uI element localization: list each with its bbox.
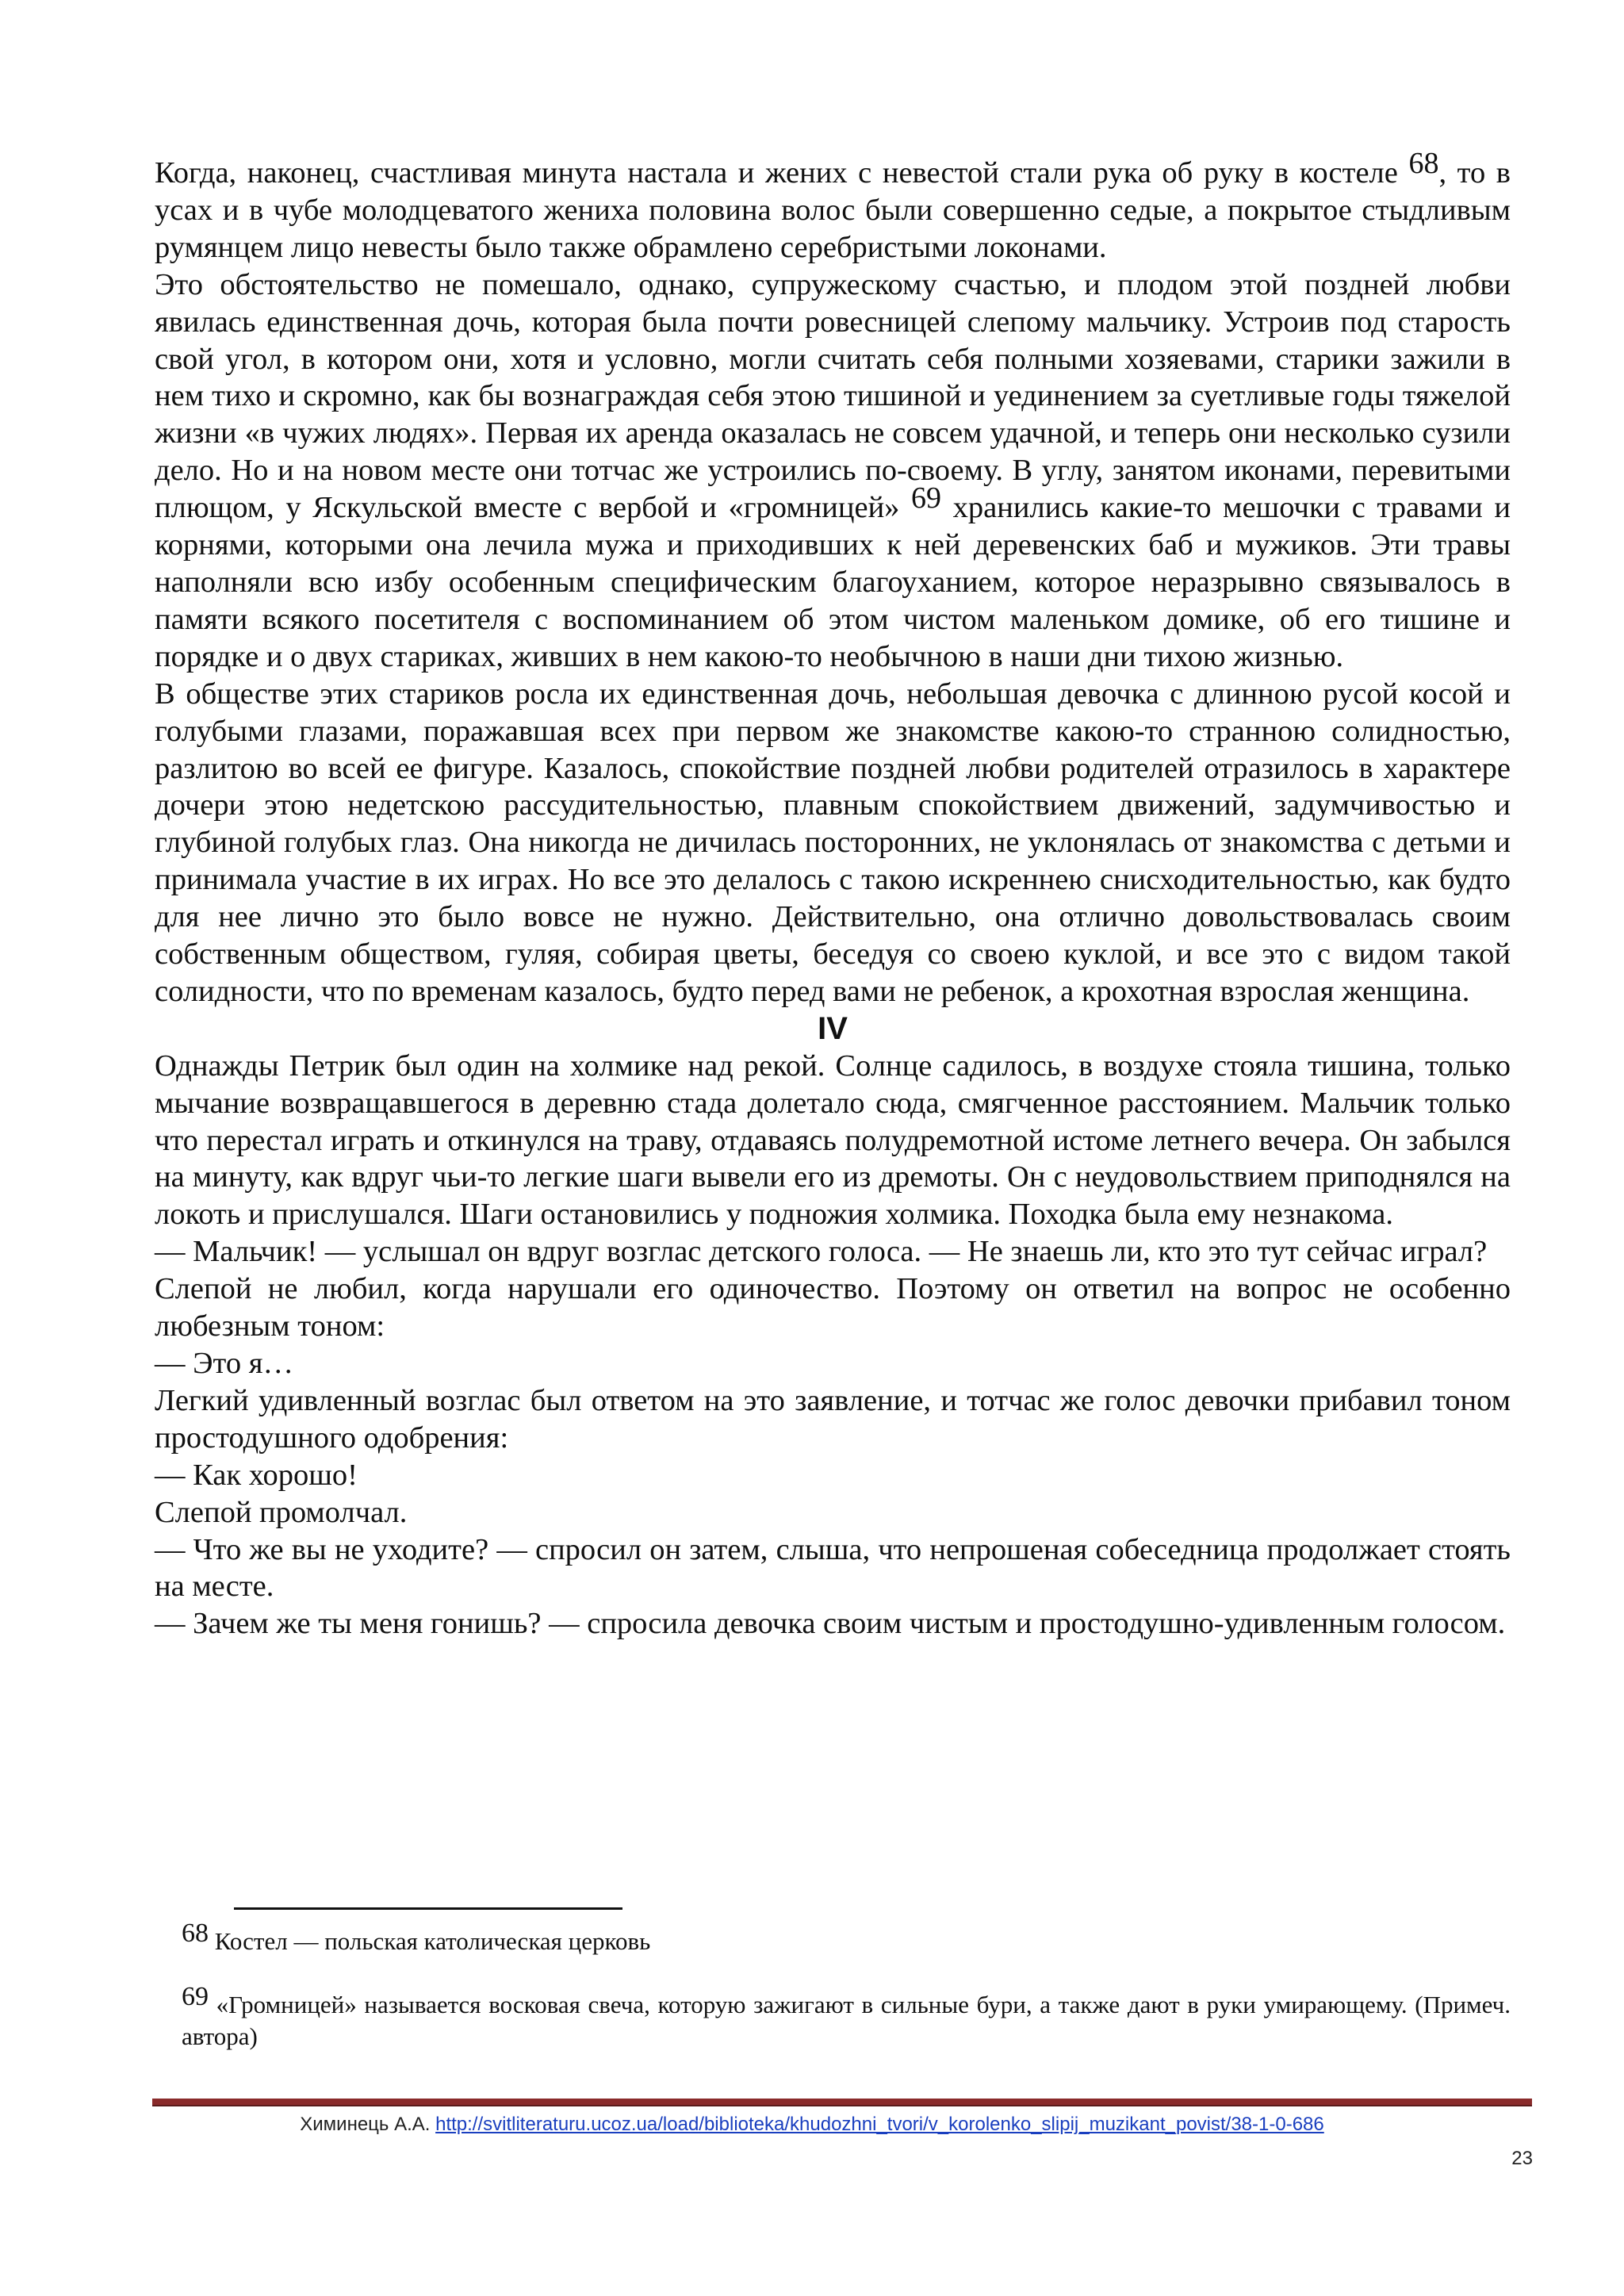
dialogue-line: — Это я… <box>155 1347 293 1380</box>
footnote-reference-68[interactable]: 68 <box>1408 147 1439 181</box>
source-link[interactable]: http://svitliteraturu.ucoz.ua/load/biblioteka/khudozhni_tvori/v_korolenko_slipij_muzikant_povist/38-1-0-686 <box>435 2114 1324 2135</box>
dialogue-line: — Что же вы не уходите? — спросил он затем, слыша, что непрошеная собеседница продолжает стоять на месте. <box>155 1532 1511 1604</box>
chapter-heading: IV <box>818 1010 848 1046</box>
paragraph-text: , то в усах и в чубе молодцеватого жениха половина волос были совершенно седые, а покрытое стыдливым румянцем лицо невесты было также обрамлено серебристыми локонами. <box>155 156 1511 264</box>
footnote-69 <box>155 1982 1511 2053</box>
paragraph-text: хранились какие-то мешочки с травами и корнями, которыми она лечила мужа и приходивших к ней деревенских баб и мужиков. Эти травы наполняли всю избу особенным специфическим благоуханием, которое неразрывно связывалось в памяти всякого посетителя с воспоминанием об этом чистом маленьком домике, об его тишине и порядке и о двух стариках, живших в нем какою-то необычною в наши дни тихою жизнью. <box>155 491 1511 673</box>
paragraph-text: Когда, наконец, счастливая минута настала и жених с невестой стали рука об руку в костеле <box>155 156 1409 190</box>
footnote-68 <box>155 1918 1511 1957</box>
paragraph <box>155 266 1511 676</box>
footnote-separator <box>234 1907 622 1910</box>
paragraph: Легкий удивленный возглас был ответом на это заявление, и тотчас же голос девочки прибавил тоном простодушного одобрения: <box>155 1383 1511 1455</box>
footer <box>0 2114 1624 2136</box>
footer-divider <box>152 2099 1532 2106</box>
footnote-number: 69 <box>182 1982 209 2011</box>
footnote-text: Костел — польская католическая церковь <box>209 1927 651 1955</box>
footnote-text: «Громницей» называется восковая свеча, которую зажигают в сильные бури, а также дают в руки умирающему. (Примеч. автора) <box>182 1991 1511 2050</box>
paragraph-text: Это обстоятельство не помешало, однако, супружескому счастью, и плодом этой поздней любви явилась единственная дочь, которая была почти ровесницей слепому мальчику. Устроив под старость свой угол, в котором они, хотя и условно, могли считать себя полными хозяевами, старики зажили в нем тихо и скромно, как бы вознаграждая себя этою тишиной и уединением за суетливые годы тяжелой жизни «в чужих людях». Первая их аренда оказалась не совсем удачной, и теперь они несколько сузили дело. Но и на новом месте они тотчас же устроились по-своему. В углу, занятом иконами, перевитыми плющом, у Яскульской вместе с вербой и «громницей» <box>155 267 1511 525</box>
page-number: 23 <box>1511 2148 1533 2169</box>
footer-author: Химинець А.А. <box>300 2114 436 2135</box>
dialogue-line: — Зачем же ты меня гонишь? — спросила девочка своим чистым и простодушно-удивленным голосом. <box>155 1607 1506 1641</box>
paragraph: Слепой не любил, когда нарушали его одиночество. Поэтому он ответил на вопрос не особенно любезным тоном: <box>155 1272 1511 1343</box>
dialogue-line: — Как хорошо! <box>155 1458 358 1492</box>
paragraph: Слепой промолчал. <box>155 1495 408 1529</box>
footnotes <box>155 1918 1511 2053</box>
dialogue-line: — Мальчик! — услышал он вдруг возглас детского голоса. — Не знаешь ли, кто это тут сейчас играл? <box>155 1235 1488 1269</box>
paragraph: Однажды Петрик был один на холмике над рекой. Солнце садилось, в воздухе стояла тишина, только мычание возвращавшегося в деревню стада долетало сюда, смягченное расстоянием. Мальчик только что перестал играть и откинулся на траву, отдаваясь полудремотной истоме летнего вечера. Он забылся на минуту, как вдруг чьи-то легкие шаги вывели его из дремоты. Он с неудовольствием приподнялся на локоть и прислушался. Шаги остановились у подножия холмика. Походка была ему незнакома. <box>155 1048 1511 1232</box>
footnote-reference-69[interactable]: 69 <box>911 481 942 516</box>
paragraph <box>155 147 1511 266</box>
paragraph: В обществе этих стариков росла их единственная дочь, небольшая девочка с длинною русой косой и голубыми глазами, поражавшая всех при первом же знакомстве какою-то странною солидностью, разлитою во всей ее фигуре. Казалось, спокойствие поздней любви родителей отразилось в характере дочери этою недетскою рассудительностью, плавным спокойствием движений, задумчивостью и глубиной голубых глаз. Она никогда не дичилась посторонних, не уклонялась от знакомства с детьми и принимала участие в их играх. Но все это делалось с такою искреннею снисходительностью, как будто для нее лично это было вовсе не нужно. Действительно, она отлично довольствовалась своим собственным обществом, гуляя, собирая цветы, беседуя со своею куклой, и все это с видом такой солидности, что по временам казалось, будто перед вами не ребенок, а крохотная взрослая женщина. <box>155 677 1511 1008</box>
footnote-number: 68 <box>182 1918 209 1948</box>
main-text <box>155 147 1511 1642</box>
